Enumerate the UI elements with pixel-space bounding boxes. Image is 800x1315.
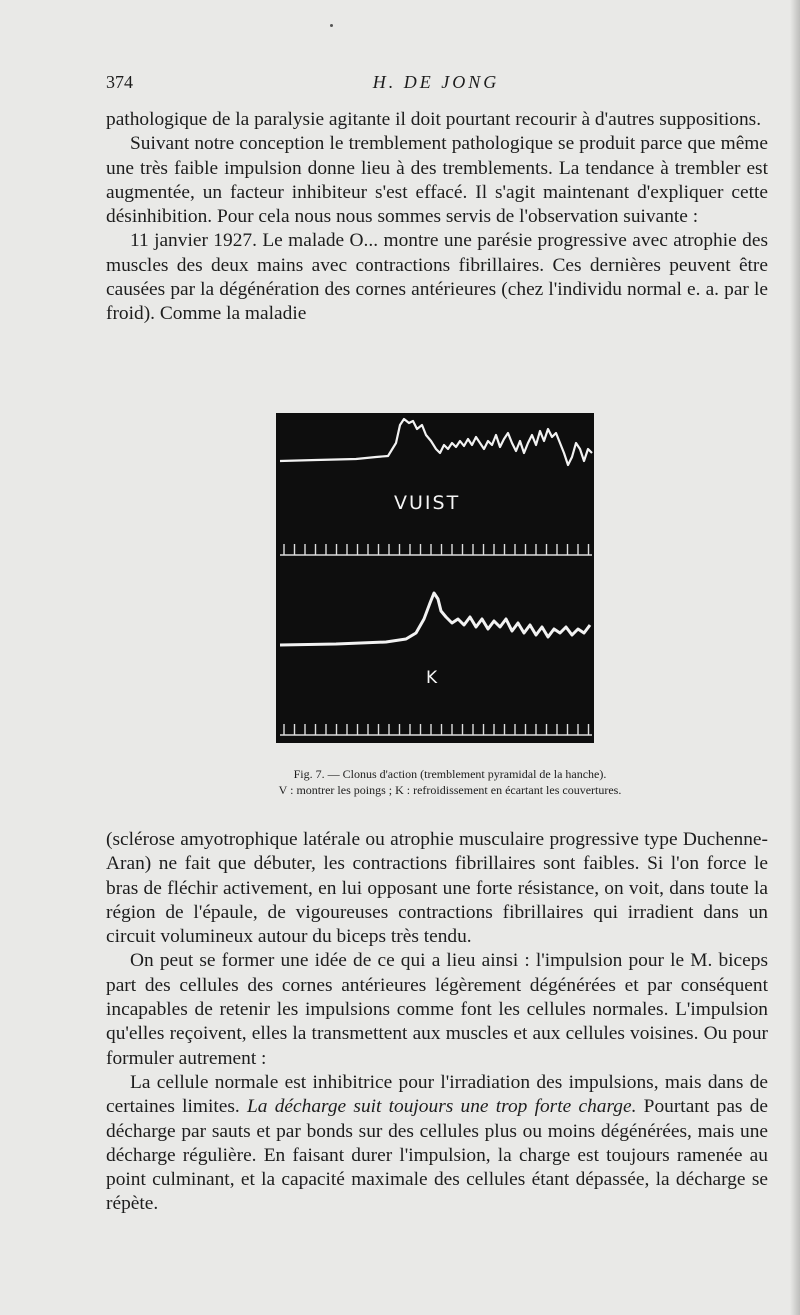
body-text-top [106, 108, 768, 327]
cellule-text-italic: La décharge suit toujours une trop forte charge. [247, 1096, 637, 1118]
stray-mark [330, 24, 333, 27]
figure-caption [200, 766, 700, 798]
paragraph-observation: 11 janvier 1927. Le malade O... montre une parésie progressive avec atrophie des muscles des deux mains avec contractions fibrillaires. Ces dernières peuvent être causées par la dégénération des cornes antérieures (chez l'individu normal e. a. par le froid). Comme la maladie [106, 230, 768, 325]
upper-tremor-trace [280, 419, 592, 465]
paragraph-sclerose: (sclérose amyotrophique latérale ou atrophie musculaire progressive type Duchenne-Aran) ne fait que débuter, les contractions fibrillaires sont faibles. Si l'on force le bras de fléchir activement, en lui opposant une forte résistance, on voit, dans toute la région de l'épaule, de vigoureuses contractions fibrillaires qui irradient dans un circuit volumineux autour du biceps très tendu. [106, 829, 768, 948]
upper-time-ticks [284, 544, 589, 555]
figure-7-tracing [276, 413, 594, 743]
caption-line-1: Fig. 7. — Clonus d'action (tremblement pyramidal de la hanche). [293, 767, 607, 781]
lower-time-ticks [284, 724, 589, 735]
page-edge-shadow [790, 0, 800, 1315]
paragraph-impulsion: On peut se former une idée de ce qui a lieu ainsi : l'impulsion pour le M. biceps part des cellules des cornes antérieures légèrement dégénérées et par conséquent incapables de retenir les impulsions comme font les cellules normales. L'impulsion qu'elles reçoivent, elles la transmettent aux muscles et aux cellules voisines. Ou pour formuler autrement : [106, 950, 768, 1069]
cellule-text-after: Pourtant pas de décharge par sauts et par bonds sur des cellules plus ou moins dégénérées, mais une décharge régulière. En faisant durer l'impulsion, la charge est toujours ramenée au point culminant, et la capacité maximale des cellules étant dépassée, la décharge se répète. [106, 1096, 769, 1215]
caption-line-2: V : montrer les poings ; K : refroidissement en écartant les couvertures. [278, 783, 622, 797]
cellule-text-before: La cellule normale est inhibitrice pour l'irradiation des impulsions, mais dans de certaines limites. [106, 1071, 768, 1118]
label-vuist: VUIST [394, 492, 461, 514]
body-text-bottom [106, 828, 768, 1217]
label-k: K [426, 668, 438, 688]
lower-tremor-trace [280, 593, 590, 645]
running-head: H. DE JONG [372, 72, 500, 92]
paragraph-conception: Suivant notre conception le tremblement pathologique se produit parce que même une très faible impulsion donne lieu à des tremblements. La tendance à trembler est augmentée, un facteur inhibiteur s'est effacé. Il s'agit maintenant d'expliquer cette désinhibition. Pour cela nous nous sommes servis de l'observation suivante : [106, 133, 768, 228]
page-header [106, 72, 766, 96]
paragraph-continuation: pathologique de la paralysie agitante il doit pourtant recourir à d'autres suppositions. [106, 109, 762, 130]
page-number: 374 [106, 72, 133, 92]
paragraph-cellule-normale [106, 1071, 768, 1217]
